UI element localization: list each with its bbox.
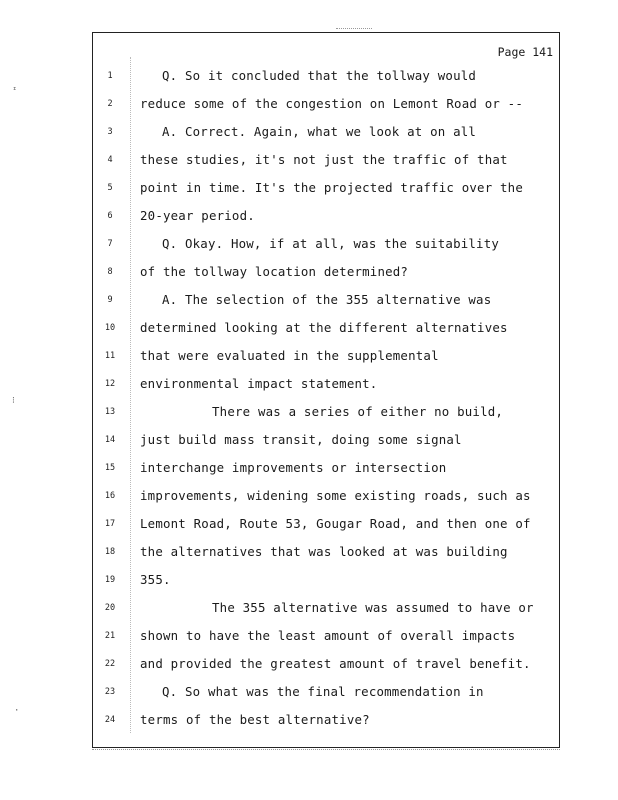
line-text: Q. So what was the final recommendation in xyxy=(162,684,484,699)
line-number: 18 xyxy=(104,547,116,557)
margin-mark-icon: ⁝ xyxy=(12,396,15,406)
line-text: that were evaluated in the supplemental xyxy=(140,348,439,363)
line-number: 1 xyxy=(107,71,113,81)
transcript-page xyxy=(92,32,560,748)
line-text: interchange improvements or intersection xyxy=(140,460,447,475)
transcript-line xyxy=(93,485,559,507)
transcript-line xyxy=(93,541,559,563)
line-number: 10 xyxy=(104,323,116,333)
line-text: terms of the best alternative? xyxy=(140,712,370,727)
line-text: just build mass transit, doing some signal xyxy=(140,432,462,447)
transcript-line xyxy=(93,121,559,143)
transcript-line xyxy=(93,289,559,311)
transcript-line xyxy=(93,597,559,619)
line-number: 16 xyxy=(104,491,116,501)
scan-artifact-top xyxy=(336,28,372,29)
transcript-line xyxy=(93,317,559,339)
line-text: Q. Okay. How, if at all, was the suitability xyxy=(162,236,500,251)
line-text: point in time. It's the projected traffic over the xyxy=(140,180,523,195)
line-text: the alternatives that was looked at was building xyxy=(140,544,508,559)
transcript-line xyxy=(93,569,559,591)
line-number: 6 xyxy=(107,211,113,221)
transcript-line xyxy=(93,177,559,199)
line-number: 3 xyxy=(107,127,113,137)
line-text: of the tollway location determined? xyxy=(140,264,409,279)
transcript-line xyxy=(93,93,559,115)
transcript-line xyxy=(93,65,559,87)
line-text: these studies, it's not just the traffic of that xyxy=(140,152,508,167)
line-number: 21 xyxy=(104,631,116,641)
line-number: 15 xyxy=(104,463,116,473)
line-number: 19 xyxy=(104,575,116,585)
line-number: 5 xyxy=(107,183,113,193)
line-text: Lemont Road, Route 53, Gougar Road, and then one of xyxy=(140,516,531,531)
line-text: There was a series of either no build, xyxy=(212,404,504,419)
transcript-line xyxy=(93,429,559,451)
line-text: shown to have the least amount of overall impacts xyxy=(140,628,516,643)
line-number: 22 xyxy=(104,659,116,669)
line-number: 23 xyxy=(104,687,116,697)
line-number: 17 xyxy=(104,519,116,529)
scan-artifact-bottom xyxy=(92,749,560,750)
transcript-line xyxy=(93,149,559,171)
line-text: 355. xyxy=(140,572,171,587)
line-number: 20 xyxy=(104,603,116,613)
margin-mark-icon: ᶦ xyxy=(12,86,18,96)
line-number: 9 xyxy=(107,295,113,305)
transcript-line xyxy=(93,625,559,647)
line-text: The 355 alternative was assumed to have or xyxy=(212,600,534,615)
page-number: Page 141 xyxy=(497,45,553,59)
transcript-line xyxy=(93,261,559,283)
line-number: 4 xyxy=(107,155,113,165)
line-number: 8 xyxy=(107,267,113,277)
line-text: reduce some of the congestion on Lemont Road or -- xyxy=(140,96,523,111)
line-text: A. The selection of the 355 alternative was xyxy=(162,292,492,307)
transcript-line xyxy=(93,513,559,535)
line-number: 24 xyxy=(104,715,116,725)
transcript-line xyxy=(93,653,559,675)
transcript-line xyxy=(93,233,559,255)
line-number: 14 xyxy=(104,435,116,445)
line-text: determined looking at the different alternatives xyxy=(140,320,508,335)
line-text: Q. So it concluded that the tollway would xyxy=(162,68,477,83)
line-text: environmental impact statement. xyxy=(140,376,378,391)
transcript-line xyxy=(93,205,559,227)
transcript-line xyxy=(93,373,559,395)
line-text: improvements, widening some existing roads, such as xyxy=(140,488,531,503)
line-number: 7 xyxy=(107,239,113,249)
transcript-line xyxy=(93,401,559,423)
line-number: 11 xyxy=(104,351,116,361)
line-number: 12 xyxy=(104,379,116,389)
transcript-line xyxy=(93,681,559,703)
line-number: 13 xyxy=(104,407,116,417)
transcript-line xyxy=(93,709,559,731)
line-number: 2 xyxy=(107,99,113,109)
line-text: 20-year period. xyxy=(140,208,255,223)
transcript-line xyxy=(93,345,559,367)
margin-mark-icon: · xyxy=(14,706,20,716)
line-text: A. Correct. Again, what we look at on all xyxy=(162,124,477,139)
transcript-line xyxy=(93,457,559,479)
line-text: and provided the greatest amount of travel benefit. xyxy=(140,656,531,671)
